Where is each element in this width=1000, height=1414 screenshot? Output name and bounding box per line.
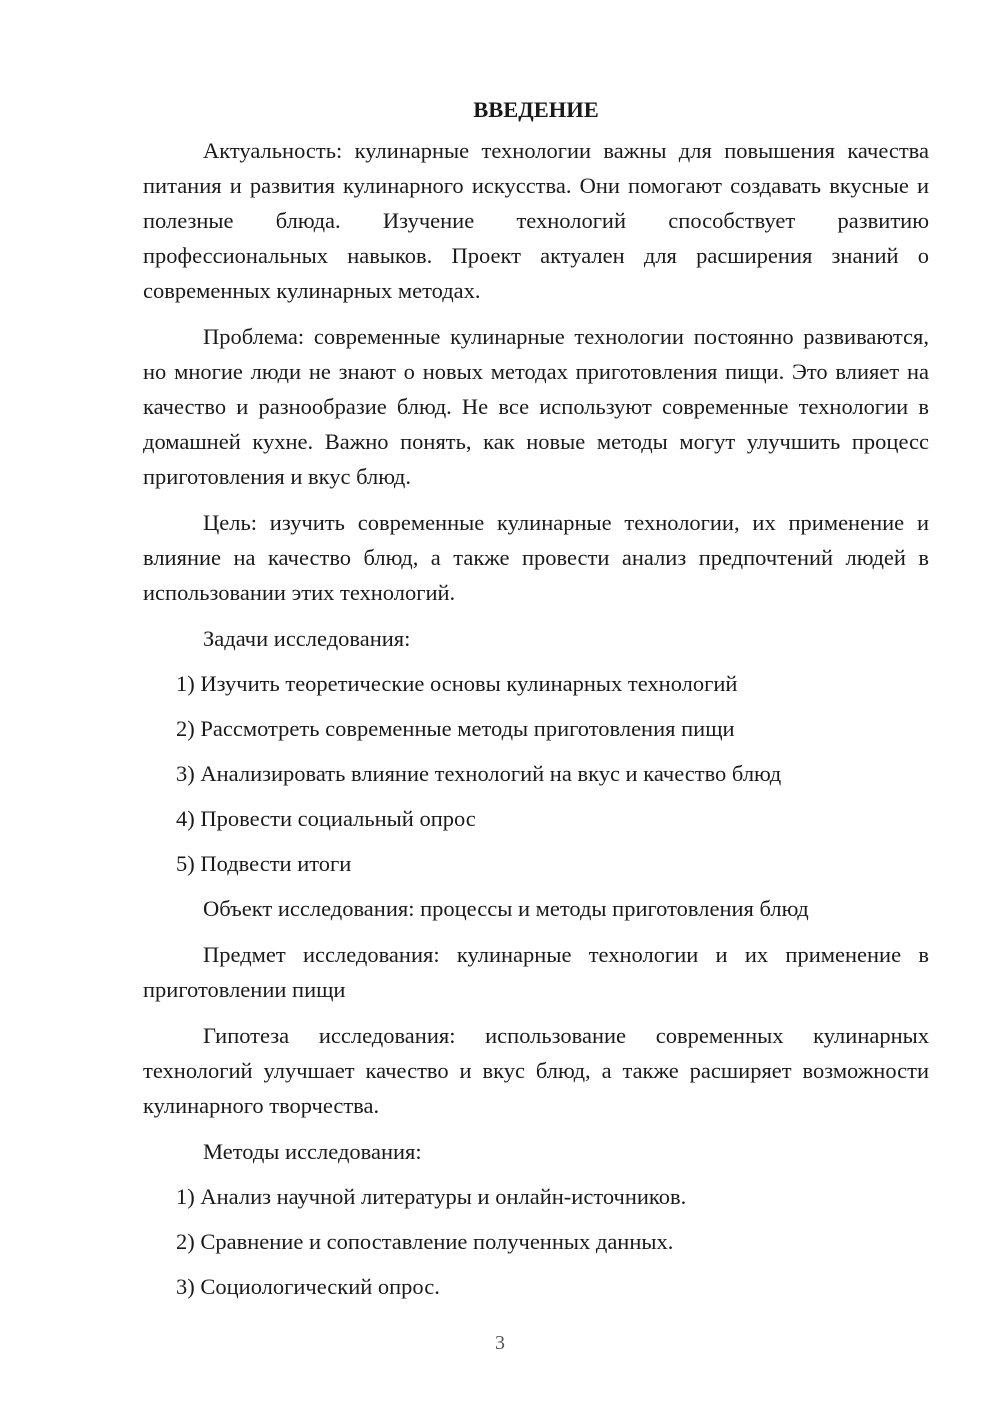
page-title: ВВЕДЕНИЕ <box>473 97 599 122</box>
list-item: 1) Анализ научной литературы и онлайн-источников. <box>176 1184 687 1209</box>
list-item: 3) Социологический опрос. <box>176 1274 440 1299</box>
tasks-label: Задачи исследования: <box>203 626 411 651</box>
methods-list <box>143 1179 929 1304</box>
tasks-list <box>143 666 929 881</box>
list-item: 4) Провести социальный опрос <box>176 806 476 831</box>
list-item: 3) Анализировать влияние технологий на вкус и качество блюд <box>176 761 782 786</box>
problem-paragraph: Проблема: современные кулинарные технологии постоянно развиваются, но многие люди не знают о новых методах приготовления пищи. Это влияет на качество и разнообразие блюд. Не все используют современные технологии в домашней кухне. Важно понять, как новые методы могут улучшить процесс приготовления и вкус блюд. <box>143 324 929 489</box>
relevance-paragraph: Актуальность: кулинарные технологии важны для повышения качества питания и развития кулинарного искусства. Они помогают создавать вкусные и полезные блюда. Изучение технологий способствует развитию профессиональных навыков. Проект актуален для расширения знаний о современных кулинарных методах. <box>143 138 929 303</box>
goal-paragraph: Цель: изучить современные кулинарные технологии, их применение и влияние на качество блюд, а также провести анализ предпочтений людей в использовании этих технологий. <box>143 510 929 605</box>
subject-paragraph: Предмет исследования: кулинарные технологии и их применение в приготовлении пищи <box>143 942 929 1002</box>
list-item: 5) Подвести итоги <box>176 851 352 876</box>
list-item: 1) Изучить теоретические основы кулинарных технологий <box>176 671 738 696</box>
document-page <box>143 92 929 1314</box>
page-number: 3 <box>495 1332 505 1354</box>
list-item: 2) Рассмотреть современные методы приготовления пищи <box>176 716 735 741</box>
object-paragraph: Объект исследования: процессы и методы приготовления блюд <box>203 896 809 921</box>
hypothesis-paragraph: Гипотеза исследования: использование современных кулинарных технологий улучшает качество и вкус блюд, а также расширяет возможности кулинарного творчества. <box>143 1023 929 1118</box>
methods-label: Методы исследования: <box>203 1139 422 1164</box>
list-item: 2) Сравнение и сопоставление полученных данных. <box>176 1229 674 1254</box>
